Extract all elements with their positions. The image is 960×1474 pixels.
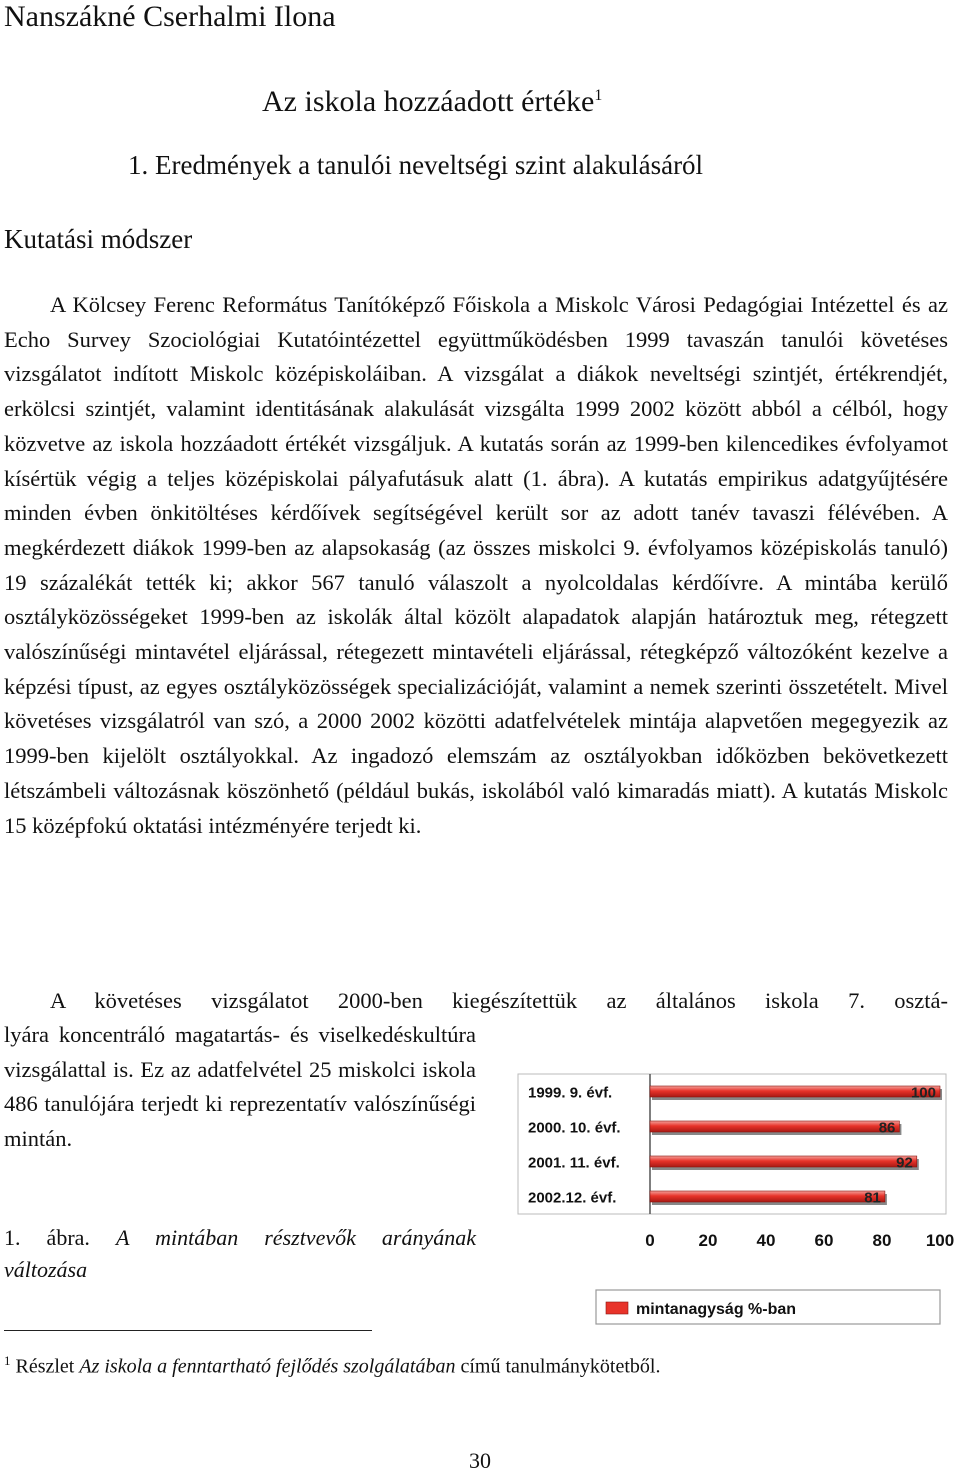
bar-chart xyxy=(508,1068,960,1338)
bar xyxy=(650,1086,940,1097)
category-label: 1999. 9. évf. xyxy=(528,1084,613,1102)
legend-label: mintanagyság %-ban xyxy=(636,1301,797,1318)
footnote xyxy=(4,1346,660,1382)
page-number: 30 xyxy=(469,1448,491,1473)
bar xyxy=(650,1191,885,1202)
x-tick-label: 40 xyxy=(756,1231,776,1250)
x-tick-label: 60 xyxy=(814,1231,834,1250)
x-tick-label: 0 xyxy=(645,1231,655,1250)
figure-caption xyxy=(4,1222,476,1286)
article-title-text: Az iskola hozzáadott értéke xyxy=(262,85,595,118)
bar-data-label: 100 xyxy=(910,1084,936,1102)
x-tick-label: 80 xyxy=(872,1231,892,1250)
figure-caption-line-2 xyxy=(4,1254,476,1286)
body-paragraph-2-lead-text: A követéses vizsgálatot 2000-ben kiegészítettük az általános iskola 7. osztá- xyxy=(50,988,948,1013)
body-paragraph-1: A Kölcsey Ferenc Református Tanítóképző Főiskola a Miskolc Városi Pedagógiai Intézettel és az Echo Survey Szociológiai Kutatóintézettel együttműködésben 1999 tavaszán tanulói követéses vizsgálatot indított Miskolc középiskoláiban. A vizsgálat a diákok neveltségi szintjét, értékrendjét, erkölcsi szintjét, valamint identitásának alakulását vizsgálta 1999 2002 között abból a célból, hogy közvetve az iskola hozzáadott értékét vizsgáljuk. A kutatás során az 1999-ben kilencedikes évfolyamot kísértük végig a teljes középiskolai pályafutásuk alatt (1. ábra). A kutatás empirikus adatgyűjtésére minden évben önkitöltéses kérdőívek segítségével került sor az adott tanév tavaszi félévében. A megkérdezett diákok 1999-ben az alapsokaság (az összes miskolci 9. évfolyamos középiskolás tanuló) 19 százalékát tették ki; akkor 567 tanuló válaszolt a nyolcoldalas kérdőívre. A mintába kerülő osztályközösségeket 1999-ben az iskolák által közölt alapadatok alapján határoztuk meg, rétegzett valószínűségi mintavétel eljárással, rétegezett mintavételi eljárással, rétegképző változóként kezelve a képzési típust, az egyes osztályközösségek specializációját, valamint a nemek szerinti összetételt. Mivel követéses vizsgálatról van szó, a 2000 2002 közötti adatfelvételek mintája alapvetően megegyezik az 1999-ben kijelölt osztályokkal. Az ingadozó elemszám az osztályokban időközben bekövetkezett létszámbeli változásnak köszönhető (például bukás, iskolából való kimaradás miatt). A kutatás Miskolc 15 középfokú oktatási intézményére terjedt ki. xyxy=(4,292,948,838)
bar xyxy=(650,1156,917,1167)
body-paragraph-2-lead xyxy=(4,984,948,1019)
figure-caption-text: A mintában résztvevők arányának xyxy=(115,1225,477,1250)
author-name: Nanszákné Cserhalmi Ilona xyxy=(4,0,336,33)
title-footnote-mark[interactable]: 1 xyxy=(594,87,603,104)
bar-data-label: 86 xyxy=(878,1119,896,1137)
body-paragraph-2-rest: lyára koncentráló magatartás- és viselkedéskultúra vizsgálattal is. Ez az adatfelvétel 25 miskolci iskola 486 tanulójára terjedt ki reprezentatív valószínűségi mintán. xyxy=(4,1022,476,1152)
footnote-mark: 1 xyxy=(4,1353,11,1368)
footnote-prefix: Részlet xyxy=(15,1355,75,1378)
footnote-suffix: című tanulmánykötetből. xyxy=(460,1355,661,1378)
article-title xyxy=(262,78,602,120)
bar xyxy=(650,1121,899,1132)
subsection-heading: Kutatási módszer xyxy=(4,224,193,254)
bar-data-label: 92 xyxy=(896,1154,913,1172)
legend-swatch xyxy=(606,1302,628,1314)
figure-caption-number: 1. ábra. xyxy=(4,1225,90,1250)
footnote-work-title: Az iskola a fenntartható fejlődés szolgálatában xyxy=(79,1355,456,1378)
category-label: 2000. 10. évf. xyxy=(528,1119,621,1137)
footnote-divider xyxy=(4,1330,372,1331)
bar-data-label: 81 xyxy=(864,1189,881,1207)
figure-chart xyxy=(508,1068,960,1338)
section-heading: 1. Eredmények a tanulói neveltségi szint alakulásáról xyxy=(128,150,704,180)
category-label: 2001. 11. évf. xyxy=(528,1154,620,1172)
x-tick-label: 20 xyxy=(698,1231,718,1250)
x-tick-label: 100 xyxy=(925,1231,955,1250)
figure-caption-text-2: változása xyxy=(4,1257,88,1282)
category-label: 2002.12. évf. xyxy=(528,1189,617,1207)
